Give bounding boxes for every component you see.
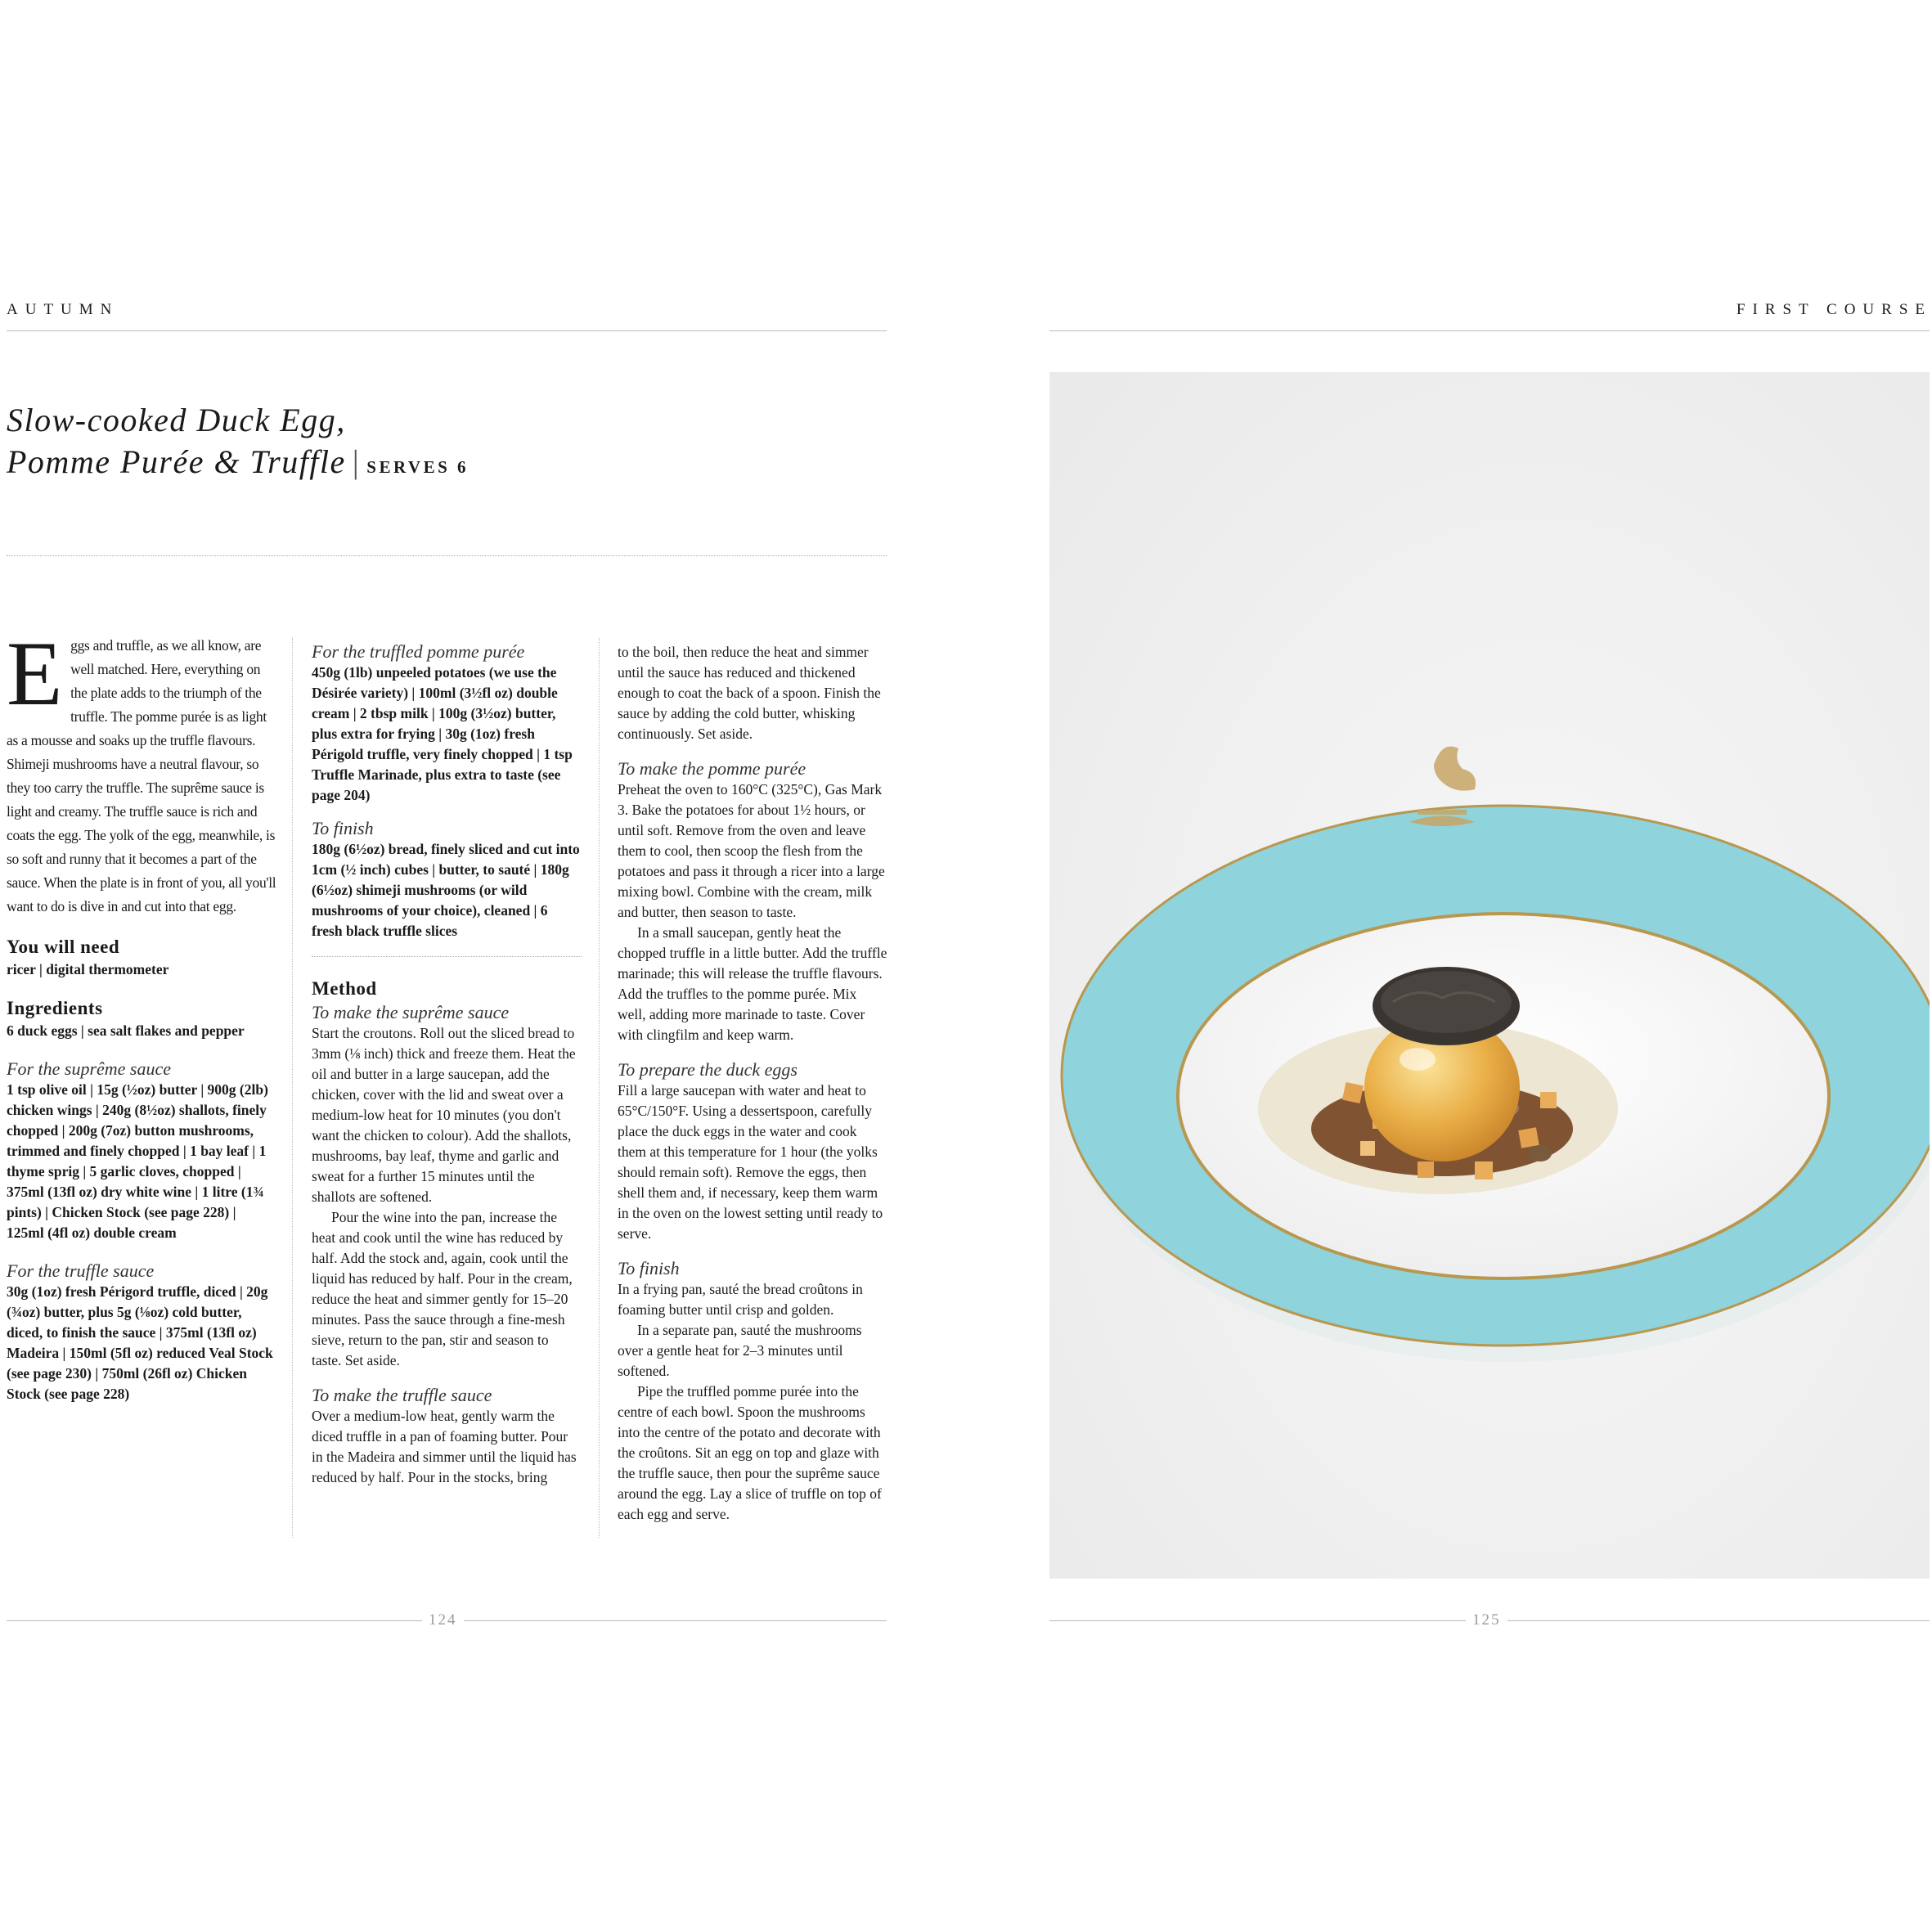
make-truffle-heading: To make the truffle sauce — [312, 1385, 492, 1405]
make-truffle-step-1: Over a medium-low heat, gently warm the diced truffle in a pan of foaming butter. Pour in the Madeira and simmer until the liquid has reduced by half. Pour in the stocks, bring — [312, 1408, 577, 1485]
running-head-left: AUTUMN — [7, 301, 119, 318]
dish-photograph — [1049, 372, 1930, 1579]
truffle-sauce-continued: to the boil, then reduce the heat and simmer until the sauce has reduced and thickened enough to coat the back of a spoon. Finish the sauce by adding the cold butter, whisking continuously. Set aside. — [618, 644, 881, 742]
intro-paragraph: Eggs and truffle, as we all know, are well matched. Here, everything on the plate adds to the triumph of the truffle. The pomme purée is as light as a mousse and soaks up the truffle flavours. Shimeji mushrooms have a neutral flavour, so they too carry the truffle. The suprême sauce is light and creamy. The truffle sauce is rich and coats the egg. The yolk of the egg, meanwhile, is so soft and runny that it becomes a part of the sauce. When the plate is in front of you, all you'll want to do is dive in and cut into that egg. — [7, 623, 276, 914]
column-divider-1 — [292, 638, 293, 1538]
finish-step-3: Pipe the truffled pomme purée into the centre of each bowl. Spoon the mushrooms into the centre of the potato and decorate with the croûtons. Sit an egg on top and glaze with the truffle sauce, then pour the suprême sauce around the egg. Lay a slice of truffle on top of each egg and serve. — [618, 1383, 882, 1522]
prepare-eggs-heading: To prepare the duck eggs — [618, 1059, 798, 1080]
header-rule-right — [1049, 330, 1930, 331]
title-line-1: Slow-cooked Duck Egg, — [7, 402, 346, 438]
truffle-sauce-ingredients: 30g (1oz) fresh Périgord truffle, diced | 20g (¾oz) butter, plus 5g (⅛oz) cold butter, diced, to finish the sauce | 375ml (13fl oz) Madeira | 150ml (5fl oz) reduced Veal Stock (see page 230) | 750ml (26fl oz) Chicken Stock (see page 228) — [7, 1283, 273, 1402]
finish-step-2: In a separate pan, sauté the mushrooms over a gentle heat for 2–3 minutes until softened. — [618, 1322, 862, 1379]
ingredients-text: 6 duck eggs | sea salt flakes and pepper — [7, 1022, 245, 1039]
puree-heading: For the truffled pomme purée — [312, 641, 525, 662]
you-will-need-text: ricer | digital thermometer — [7, 961, 169, 977]
ingredients-heading: Ingredients — [7, 998, 103, 1018]
make-puree-step-2: In a small saucepan, gently heat the chopped truffle in a little butter. Add the truffle marinade; this will release the truffle flavours. Add the truffles to the pomme purée. Mix well, adding more marinade to taste. Cover with clingfilm and keep warm. — [618, 924, 887, 1043]
title-divider — [7, 555, 887, 556]
recipe-title — [7, 399, 469, 488]
supreme-sauce-heading: For the suprême sauce — [7, 1058, 172, 1079]
method-heading: Method — [312, 978, 377, 999]
supreme-sauce-ingredients: 1 tsp olive oil | 15g (½oz) butter | 900g (2lb) chicken wings | 240g (8½oz) shallots, finely chopped | 200g (7oz) button mushrooms, trimmed and finely chopped | 1 bay leaf | 1 thyme sprig | 5 garlic cloves, chopped | 375ml (13fl oz) dry white wine | 1 litre (1¾ pints) | Chicken Stock (see page 228) | 125ml (4fl oz) double cream — [7, 1081, 268, 1241]
to-finish-ingredients-heading: To finish — [312, 818, 374, 838]
method-divider — [312, 956, 582, 957]
plated-dish-image — [1049, 372, 1930, 1579]
serves-label: SERVES 6 — [366, 457, 470, 477]
header-rule-left — [7, 330, 887, 331]
truffle-sauce-heading: For the truffle sauce — [7, 1260, 155, 1281]
column-divider-2 — [599, 638, 600, 1538]
column-puree-method — [312, 634, 582, 1488]
page-number-left: 124 — [422, 1611, 464, 1629]
make-supreme-heading: To make the suprême sauce — [312, 1002, 510, 1022]
puree-ingredients: 450g (1lb) unpeeled potatoes (we use the Désirée variety) | 100ml (3½fl oz) double cream | 2 tbsp milk | 100g (3½oz) butter, plus extra for frying | 30g (1oz) fresh Périgold truffle, very finely chopped | 1 tsp Truffle Marinade, plus extra to taste (see page 204) — [312, 664, 573, 803]
prepare-eggs-step-1: Fill a large saucepan with water and heat to 65°C/150°F. Using a dessertspoon, carefully place the duck eggs in the water and cook them at this temperature for 1 hour (the yolks should remain soft). Remove the eggs, then shell them and, if necessary, keep them warm in the oven on the lowest setting until ready to serve. — [618, 1082, 883, 1242]
make-puree-heading: To make the pomme purée — [618, 758, 806, 779]
make-puree-step-1: Preheat the oven to 160°C (325°C), Gas Mark 3. Bake the potatoes for about 1½ hours, or until soft. Remove from the oven and leave them to cool, then scoop the flesh from the potatoes and pass it through a ricer into a large mixing bowl. Combine with the cream, milk and butter, then season to taste. — [618, 781, 885, 920]
you-will-need-heading: You will need — [7, 937, 120, 957]
column-method-continued — [618, 634, 887, 1525]
title-line-2: Pomme Purée & Truffle | SERVES 6 — [7, 443, 470, 480]
finish-step-1: In a frying pan, sauté the bread croûtons in foaming butter until crisp and golden. — [618, 1281, 863, 1318]
running-head-right: FIRST COURSE — [1736, 301, 1932, 318]
page-number-right: 125 — [1466, 1611, 1507, 1629]
make-supreme-step-1: Start the croutons. Roll out the sliced bread to 3mm (⅛ inch) thick and freeze them. Heat the oil and butter in a large saucepan, add the chicken, cover with the lid and sweat over a medium-low heat for 10 minutes (you don't want the chicken to colour). Add the shallots, mushrooms, bay leaf, thyme and garlic and sweat for a further 15 minutes until the shallots are softened. — [312, 1025, 576, 1205]
to-finish-method-heading: To finish — [618, 1258, 680, 1278]
make-supreme-step-2: Pour the wine into the pan, increase the heat and cook until the wine has reduced by half. Add the stock and, again, cook until the liquid has reduced by half. Pour in the cream, reduce the heat and simmer gently for 15–20 minutes. Pass the sauce through a fine-mesh sieve, return to the pan, stir and season to taste. Set aside. — [312, 1209, 573, 1368]
to-finish-ingredients: 180g (6½oz) bread, finely sliced and cut into 1cm (½ inch) cubes | butter, to sauté | 180g (6½oz) shimeji mushrooms (or wild mushrooms of your choice), cleaned | 6 fresh black truffle slices — [312, 841, 580, 939]
drop-cap: E — [7, 623, 63, 725]
column-intro-ingredients — [7, 623, 276, 1404]
